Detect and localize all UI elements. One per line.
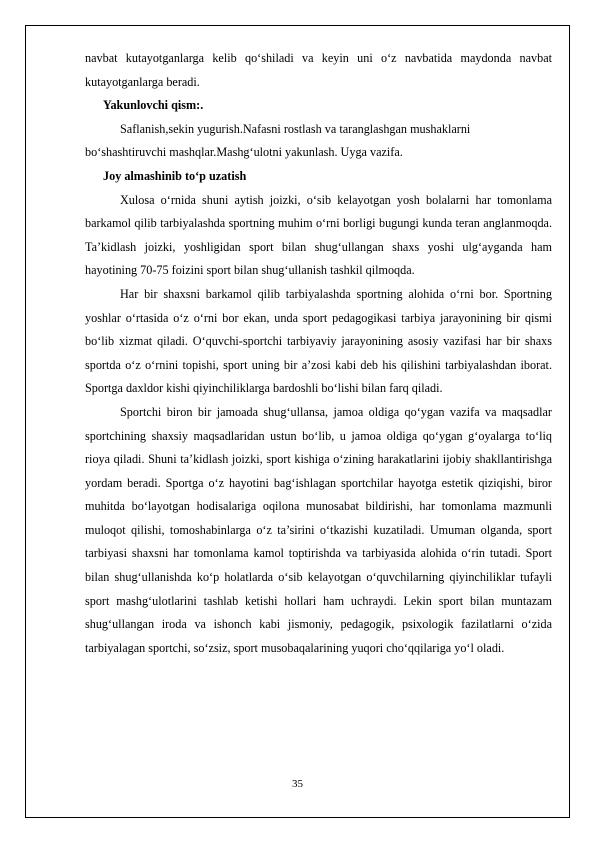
- intro-paragraph: navbat kutayotganlarga kelib qo‘shiladi va keyin uni o‘z navbatida maydonda navbat kutayotganlarga beradi.: [85, 51, 552, 89]
- section-heading-final: Yakunlovchi qism:.: [103, 98, 204, 113]
- section-heading-change: Joy almashinib to‘p uzatish: [103, 168, 247, 183]
- final-line-1: Saflanish,sekin yugurish.Nafasni rostlash va taranglashgan mushaklarni: [120, 121, 471, 136]
- document-body: [85, 47, 552, 660]
- paragraph-conclusion: Xulosa o‘rnida shuni aytish joizki, o‘sib kelayotgan yosh bolalarni har tomonlama barkamol qilib tarbiyalashda sportning muhim o‘rni borligi bugungi kunda teran anglanmoqda. Ta’kidlash joizki, yoshligidan sport bilan shug‘ullangan shaxs yoshi ulg‘ayganda ham hayotining 70-75 foizini sport bilan shug‘ullanish tashkil qilmoqda.: [85, 192, 552, 278]
- final-line-2: bo‘shashtiruvchi mashqlar.Mashg‘ulotni yakunlash. Uyga vazifa.: [85, 145, 403, 160]
- page-number: 35: [292, 778, 303, 790]
- paragraph-team: Sportchi biron bir jamoada shug‘ullansa, jamoa oldiga qo‘ygan vazifa va maqsadlar sportchining shaxsiy maqsadlaridan ustun bo‘lib, u jamoa oldiga qo‘ygan g‘oyalarga to‘liq rioya qiladi. Shuni ta’kidlash joizki, sport kishiga o‘zining harakatlarini ijobiy shakllantirishga yordam beradi. Sportga o‘z hayotini bag‘ishlagan sportchilar hayotga estetik qiziqishi, biror muhitda bo‘layotgan hodisalariga oqilona munosabat bildirishi, har tomonlama mazmunli muloqot qilishi, tomoshabinlarga o‘z ta’sirini o‘tkazishi kuzatiladi. Umuman olganda, sport tarbiyasi shaxsni har tomonlama kamol toptirishda va tarbiyasida alohida o‘rin tutadi. Sport bilan shug‘ullanishda ko‘p holatlarda o‘sib kelayotgan o‘quvchilarning qiyinchiliklar tufayli sport mashg‘ulotlarini tashlab ketishi hollari ham uchraydi. Lekin sport bilan muntazam shug‘ullangan iroda va ishonch kabi jismoniy, pedagogik, psixologik fazilatlarni o‘zida tarbiyalagan sportchi, so‘zsiz, sport musobaqalarining yuqori cho‘qqilariga yo‘l oladi.: [85, 404, 552, 655]
- paragraph-development: Har bir shaxsni barkamol qilib tarbiyalashda sportning alohida o‘rni bor. Sportning yoshlar o‘rtasida o‘z o‘rni bor ekan, unda sport pedagogikasi tarbiya jarayonining bir qismi bo‘lib xizmat qiladi. O‘quvchi-sportchi tarbiyaviy jarayonining asosiy vazifasi har bir shaxs sportda o‘z o‘rnini topishi, sport uning bir a’zosi kabi deb his qilishini tarbiyalashdan iborat. Sportga daxldor kishi qiyinchiliklarga bardoshli bo‘lishi bilan farq qiladi.: [85, 286, 552, 396]
